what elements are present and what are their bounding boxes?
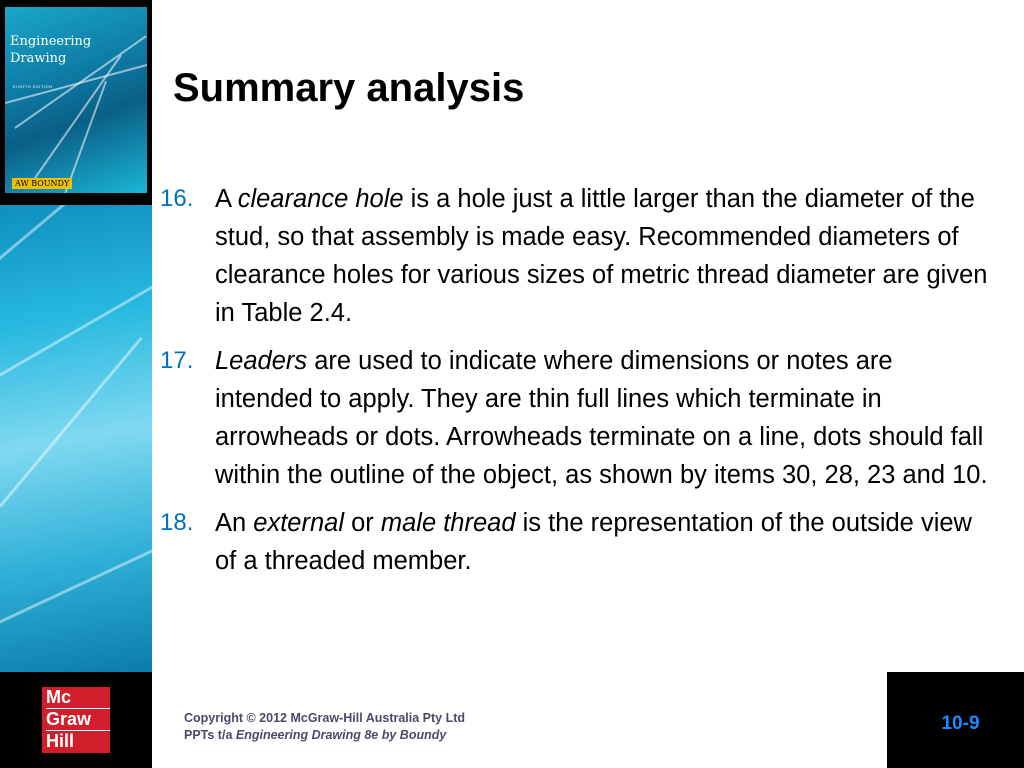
term-emphasis: male thread [380, 509, 516, 537]
copyright-notice [184, 710, 465, 744]
copyright-line-2: PPTs t/a Engineering Drawing 8e by Boundy [184, 728, 447, 742]
slide-title: Summary analysis [173, 66, 525, 110]
decorative-blue-band [0, 205, 152, 672]
item-text: An external or male thread is the representation of the outside view of a threaded member. [215, 509, 972, 575]
left-decor-column [0, 0, 152, 672]
mcgraw-hill-logo: Mc Graw Hill [42, 687, 110, 753]
book-cover-image [5, 7, 147, 193]
item-number: 16. [160, 185, 194, 212]
summary-list [160, 180, 990, 590]
item-number: 17. [160, 347, 194, 374]
item-text: Leaders are used to indicate where dimensions or notes are intended to apply. They are thin full lines which terminate in arrowheads or dots. Arrowheads terminate on a line, dots should fall within the outline of the object, as shown by items 30, 28, 23 and 10. [215, 347, 988, 489]
cover-author: AW BOUNDY [12, 178, 72, 189]
term-emphasis: external [253, 509, 345, 537]
page-number: 10-9 [941, 713, 980, 734]
list-item [160, 342, 990, 494]
term-emphasis: clearance hole [237, 185, 404, 213]
item-number: 18. [160, 509, 194, 536]
list-item [160, 504, 990, 580]
cover-edition: EIGHTH EDITION [13, 84, 53, 89]
list-item [160, 180, 990, 332]
cover-title: Engineering Drawing [10, 34, 92, 66]
term-emphasis: Leaders [215, 347, 308, 375]
copyright-line-1: Copyright © 2012 McGraw-Hill Australia Pty Ltd [184, 711, 466, 725]
item-text: A clearance hole is a hole just a little larger than the diameter of the stud, so that assembly is made easy. Recommended diameters of clearance holes for various sizes of metric thread diameter are given in Table 2.4. [215, 185, 988, 327]
